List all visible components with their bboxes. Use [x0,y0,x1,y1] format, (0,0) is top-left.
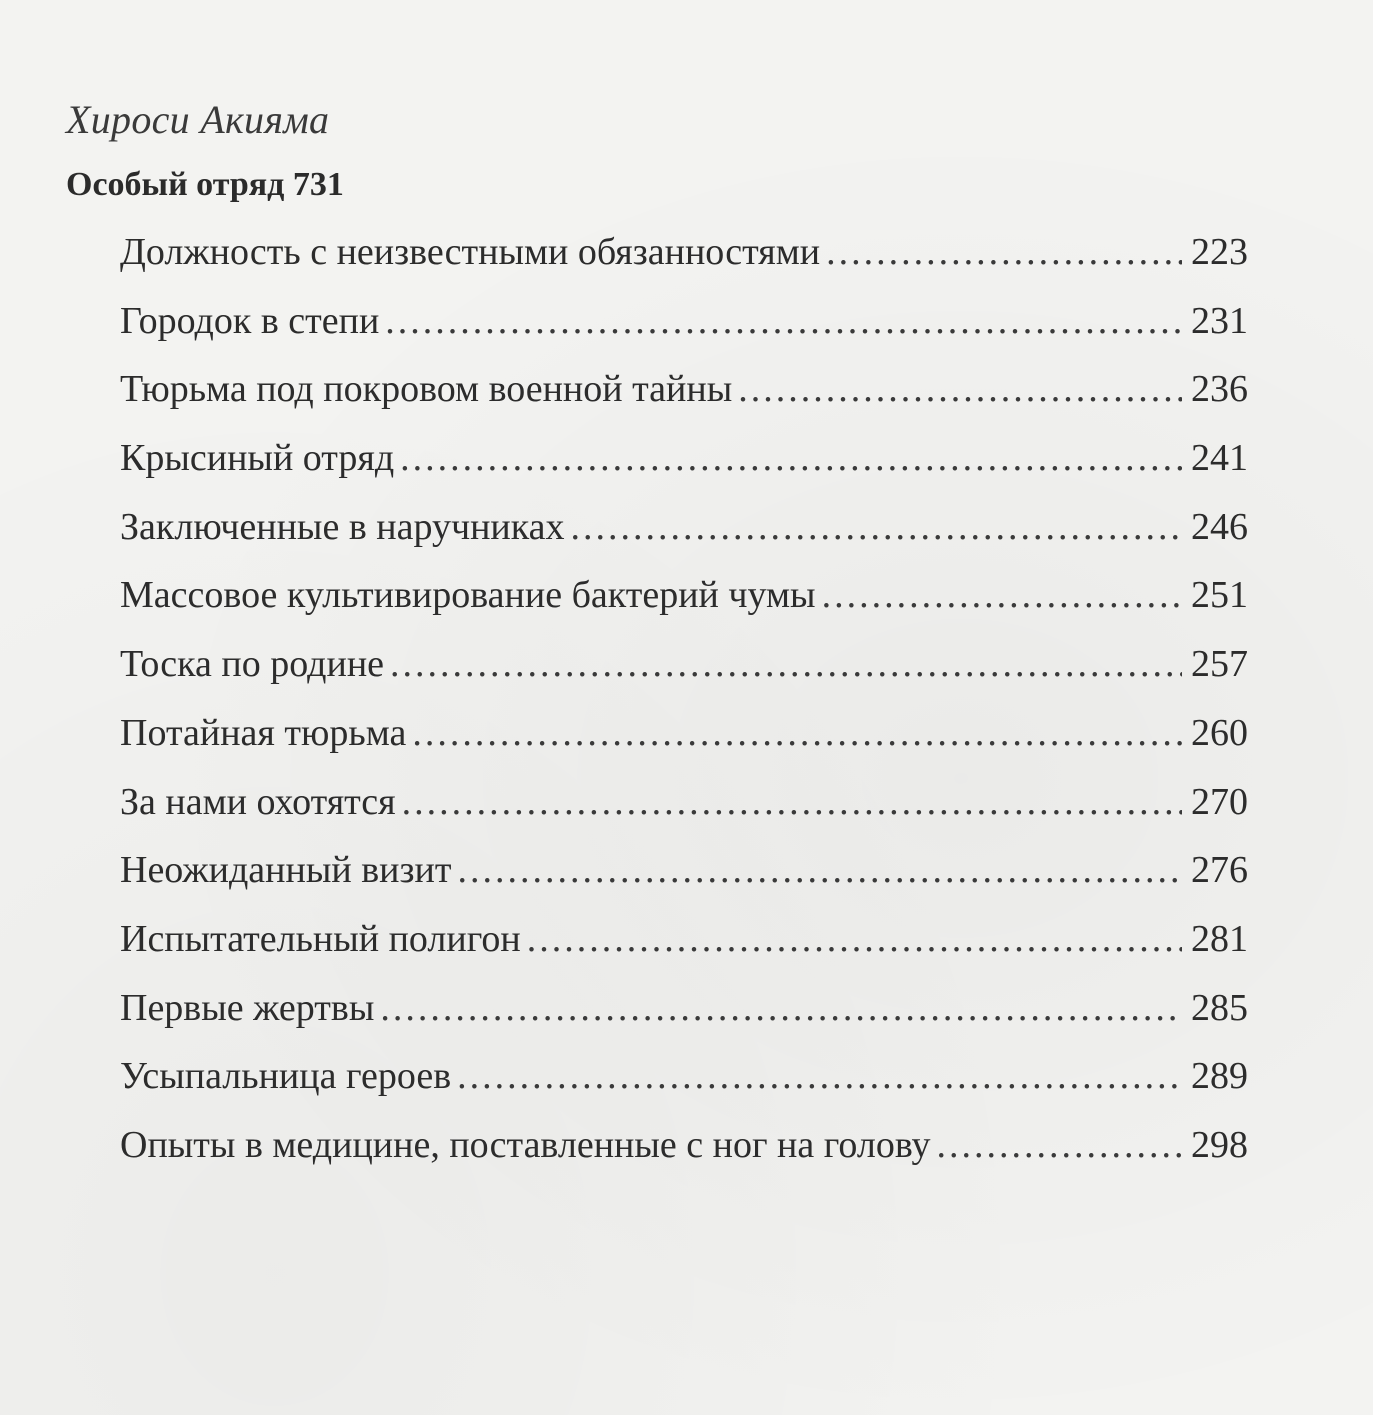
toc-entry-page: 289 [1191,1055,1248,1098]
toc-entry [120,1123,1248,1192]
toc-entry [120,436,1248,505]
toc-dot-leader [412,711,1182,755]
toc-entry-page: 246 [1191,505,1248,548]
toc-entry-title: Городок в степи [120,299,380,342]
toc-entry [120,986,1248,1055]
toc-entry [120,917,1248,986]
toc-dot-leader [457,1054,1182,1098]
toc-dot-leader [826,230,1182,274]
toc-entry-title: Первые жертвы [120,986,375,1029]
toc-entry [120,642,1248,711]
toc-entry-title: Опыты в медицине, поставленные с ног на голову [120,1123,931,1166]
toc-entry-title: За нами охотятся [120,780,396,823]
toc-entry-page: 270 [1191,780,1248,823]
toc-entry-title: Потайная тюрьма [120,711,407,754]
toc-entry-title: Должность с неизвестными обязанностями [120,231,821,273]
toc-entry-title: Тоска по родине [120,643,385,686]
toc-entry [120,780,1248,849]
toc-dot-leader [385,299,1182,343]
toc-entry-page: 257 [1191,643,1248,686]
toc-dot-leader [400,436,1182,480]
toc-entry-title: Крысиный отряд [120,437,395,480]
toc-entry [120,230,1248,299]
toc-dot-leader [402,780,1182,824]
toc-dot-leader [937,1123,1182,1167]
toc-dot-leader [380,986,1182,1030]
toc-dot-leader [738,367,1182,411]
toc-entry-page: 251 [1191,574,1248,617]
toc-entry [120,367,1248,436]
toc-entry-page: 223 [1191,231,1248,273]
toc-entry-title: Усыпальница героев [120,1055,452,1098]
toc-entry-title: Неожиданный визит [120,849,452,892]
section-title: Особый отряд 731 [66,166,344,203]
toc-entry-page: 260 [1191,711,1248,754]
table-of-contents [120,230,1248,1192]
toc-entry-page: 241 [1191,437,1248,480]
toc-entry-page: 276 [1191,849,1248,892]
toc-entry [120,711,1248,780]
toc-dot-leader [457,848,1182,892]
toc-entry-page: 281 [1191,917,1248,960]
toc-entry-title: Испытательный полигон [120,917,521,960]
toc-entry-title: Заключенные в наручниках [120,505,565,548]
toc-entry [120,505,1248,574]
toc-entry [120,573,1248,642]
toc-entry-page: 298 [1191,1123,1248,1166]
toc-dot-leader [390,642,1182,686]
toc-entry-title: Массовое культивирование бактерий чумы [120,574,816,617]
toc-dot-leader [822,573,1182,617]
toc-entry-page: 231 [1191,299,1248,342]
toc-entry-page: 236 [1191,368,1248,411]
toc-entry [120,1054,1248,1123]
toc-entry [120,299,1248,368]
toc-dot-leader [527,917,1182,961]
toc-entry [120,848,1248,917]
toc-entry-page: 285 [1191,986,1248,1029]
toc-entry-title: Тюрьма под покровом военной тайны [120,368,733,411]
toc-dot-leader [571,505,1183,549]
author-name: Хироси Акияма [66,97,330,142]
